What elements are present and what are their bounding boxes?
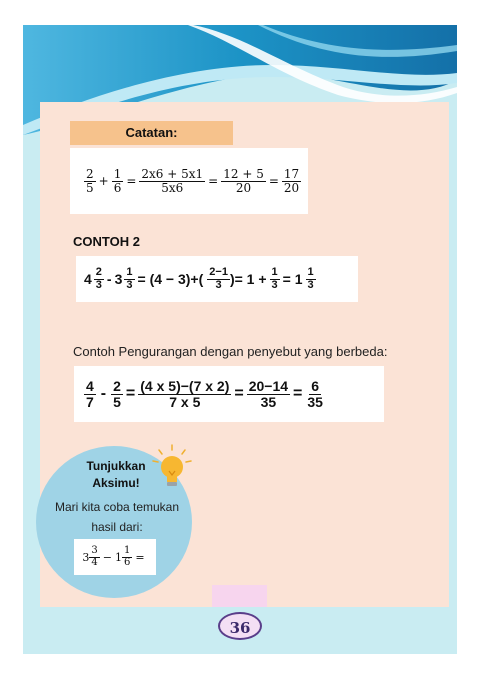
fraction: 4 7 — [86, 377, 94, 410]
catatan-label: Catatan: — [70, 121, 233, 145]
fraction: $\frac{2}{5}$ — [113, 377, 121, 410]
page-number: 36 — [218, 612, 262, 640]
fraction: $\frac{6}{35}$ — [307, 377, 323, 410]
activity-title: Tunjukkan Aksimu! — [86, 459, 146, 490]
fraction: 1 3 — [307, 265, 314, 291]
fraction: $\frac{(4 x 5)-(7 x 2)}{7 x 5}$ — [140, 377, 230, 410]
fraction: 2−1 3 — [209, 265, 228, 291]
fraction: $\frac{12 + 5}{20}$ — [223, 166, 264, 195]
fraction: 2 5 — [86, 166, 94, 195]
fraction: $\frac{1}{6}$ — [124, 545, 131, 568]
activity-instructions: Mari kita coba temukan hasil dari: — [54, 500, 180, 534]
pengurangan-intro: Contoh Pengurangan dengan penyebut yang berbeda: — [73, 344, 388, 359]
fraction: $\frac{17}{20}$ — [283, 166, 300, 195]
fraction: 3 4 — [91, 545, 98, 568]
catatan-equation-box: 2 5 + $\frac{1}{6}$ = $\frac{2x6 + 5x1}{5x6}$ = $\frac{12 + 5}{20}$ = $\frac{17}{20}$ — [70, 148, 308, 214]
decorative-pink-block — [212, 585, 267, 607]
fraction: 2 3 — [95, 265, 102, 291]
fraction: $\frac{20-14}{35}$ — [248, 377, 289, 410]
lightbulb-icon — [150, 443, 194, 491]
fraction: $\frac{2x6 + 5x1}{5x6}$ — [141, 166, 204, 195]
pengurangan-equation-box: 4 7 - $\frac{2}{5}$ = $\frac{(4 x 5)-(7 x 2)}{7 x 5}$ = $\frac{20-14}{35}$ = $\frac{6}{35}$ — [74, 366, 384, 422]
fraction: $\frac{1}{6}$ — [113, 166, 122, 195]
activity-equation-box: 3 3 4 − 1 $\frac{1}{6}$ = — [74, 539, 156, 575]
contoh-2-equation-box: 4 2 3 - 3 $\frac{1}{3}$ = (4 − 3)+( 2−1 3 )= 1 + $\frac{1}{3}$ = 1 1 3 — [76, 256, 358, 302]
fraction: $\frac{1}{3}$ — [271, 265, 278, 291]
fraction: $\frac{1}{3}$ — [126, 265, 133, 291]
contoh-2-heading: CONTOH 2 — [73, 234, 140, 249]
